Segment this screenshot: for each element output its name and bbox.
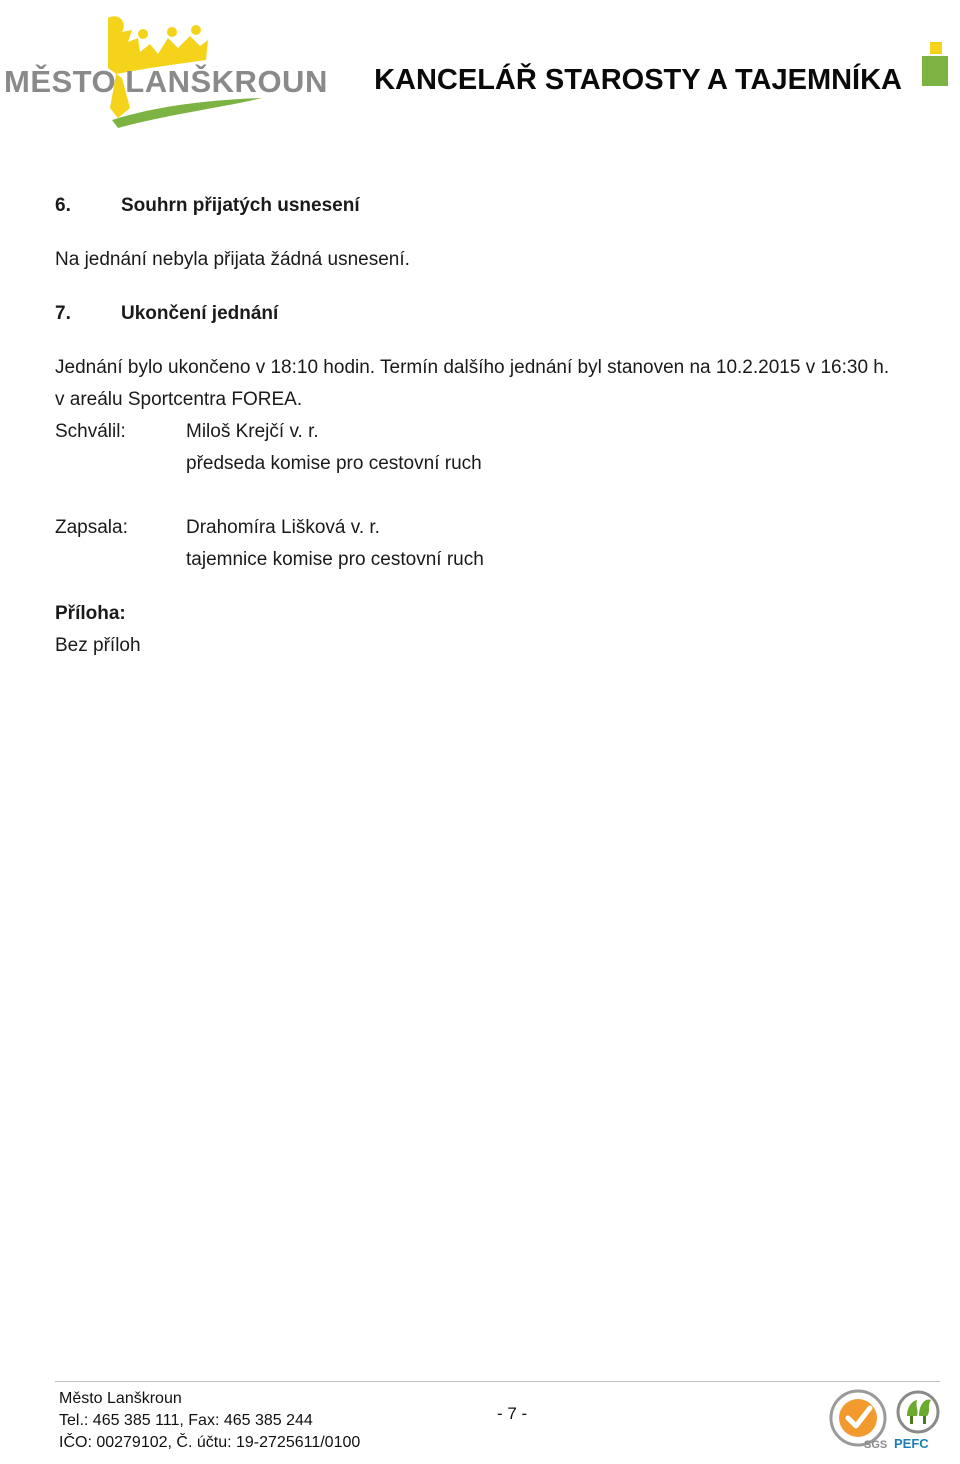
page-header (0, 0, 960, 140)
footer-divider (55, 1381, 940, 1382)
pefc-certification-icon (893, 1386, 947, 1452)
page-number: - 7 - (497, 1404, 528, 1423)
town-logo (0, 8, 330, 133)
section-number: 6. (55, 195, 71, 216)
section-6-heading (55, 190, 935, 222)
footer-phone: Tel.: 465 385 111, Fax: 465 385 244 (59, 1412, 313, 1429)
sgs-label: SGS (864, 1439, 888, 1451)
document-body (55, 190, 935, 662)
footer-contact (59, 1388, 360, 1454)
sgs-certification-icon (828, 1386, 892, 1452)
logo-text: MĚSTO LANŠKROUN (4, 64, 328, 99)
section-7-line-1: Jednání bylo ukončeno v 18:10 hodin. Termín dalšího jednání byl stanoven na 10.2.2015 v 16:30 h. (55, 357, 890, 378)
section-title: Ukončení jednání (121, 303, 279, 324)
recorded-by-row (55, 512, 935, 544)
approved-by-row (55, 416, 935, 448)
approved-label: Schválil: (55, 421, 126, 442)
recorded-name: Drahomíra Lišková v. r. (186, 517, 380, 538)
footer-town: Město Lanškroun (59, 1390, 182, 1407)
footer-ids: IČO: 00279102, Č. účtu: 19-2725611/0100 (59, 1434, 361, 1451)
approved-role: předseda komise pro cestovní ruch (186, 453, 482, 474)
approved-role-row (55, 448, 935, 480)
attachment-label: Příloha: (55, 603, 126, 624)
pefc-label: PEFC (894, 1436, 929, 1451)
recorded-label: Zapsala: (55, 517, 128, 538)
recorded-role-row (55, 544, 935, 576)
section-7-heading (55, 298, 935, 330)
section-6-text: Na jednání nebyla přijata žádná usnesení. (55, 249, 410, 270)
section-title: Souhrn přijatých usnesení (121, 195, 360, 216)
section-number: 7. (55, 303, 71, 324)
attachment-value: Bez příloh (55, 635, 141, 656)
recorded-role: tajemnice komise pro cestovní ruch (186, 549, 484, 570)
corner-squares-icon (922, 40, 948, 90)
office-title: KANCELÁŘ STAROSTY A TAJEMNÍKA (374, 64, 902, 96)
approved-name: Miloš Krejčí v. r. (186, 421, 319, 442)
section-7-line-2: v areálu Sportcentra FOREA. (55, 389, 303, 410)
